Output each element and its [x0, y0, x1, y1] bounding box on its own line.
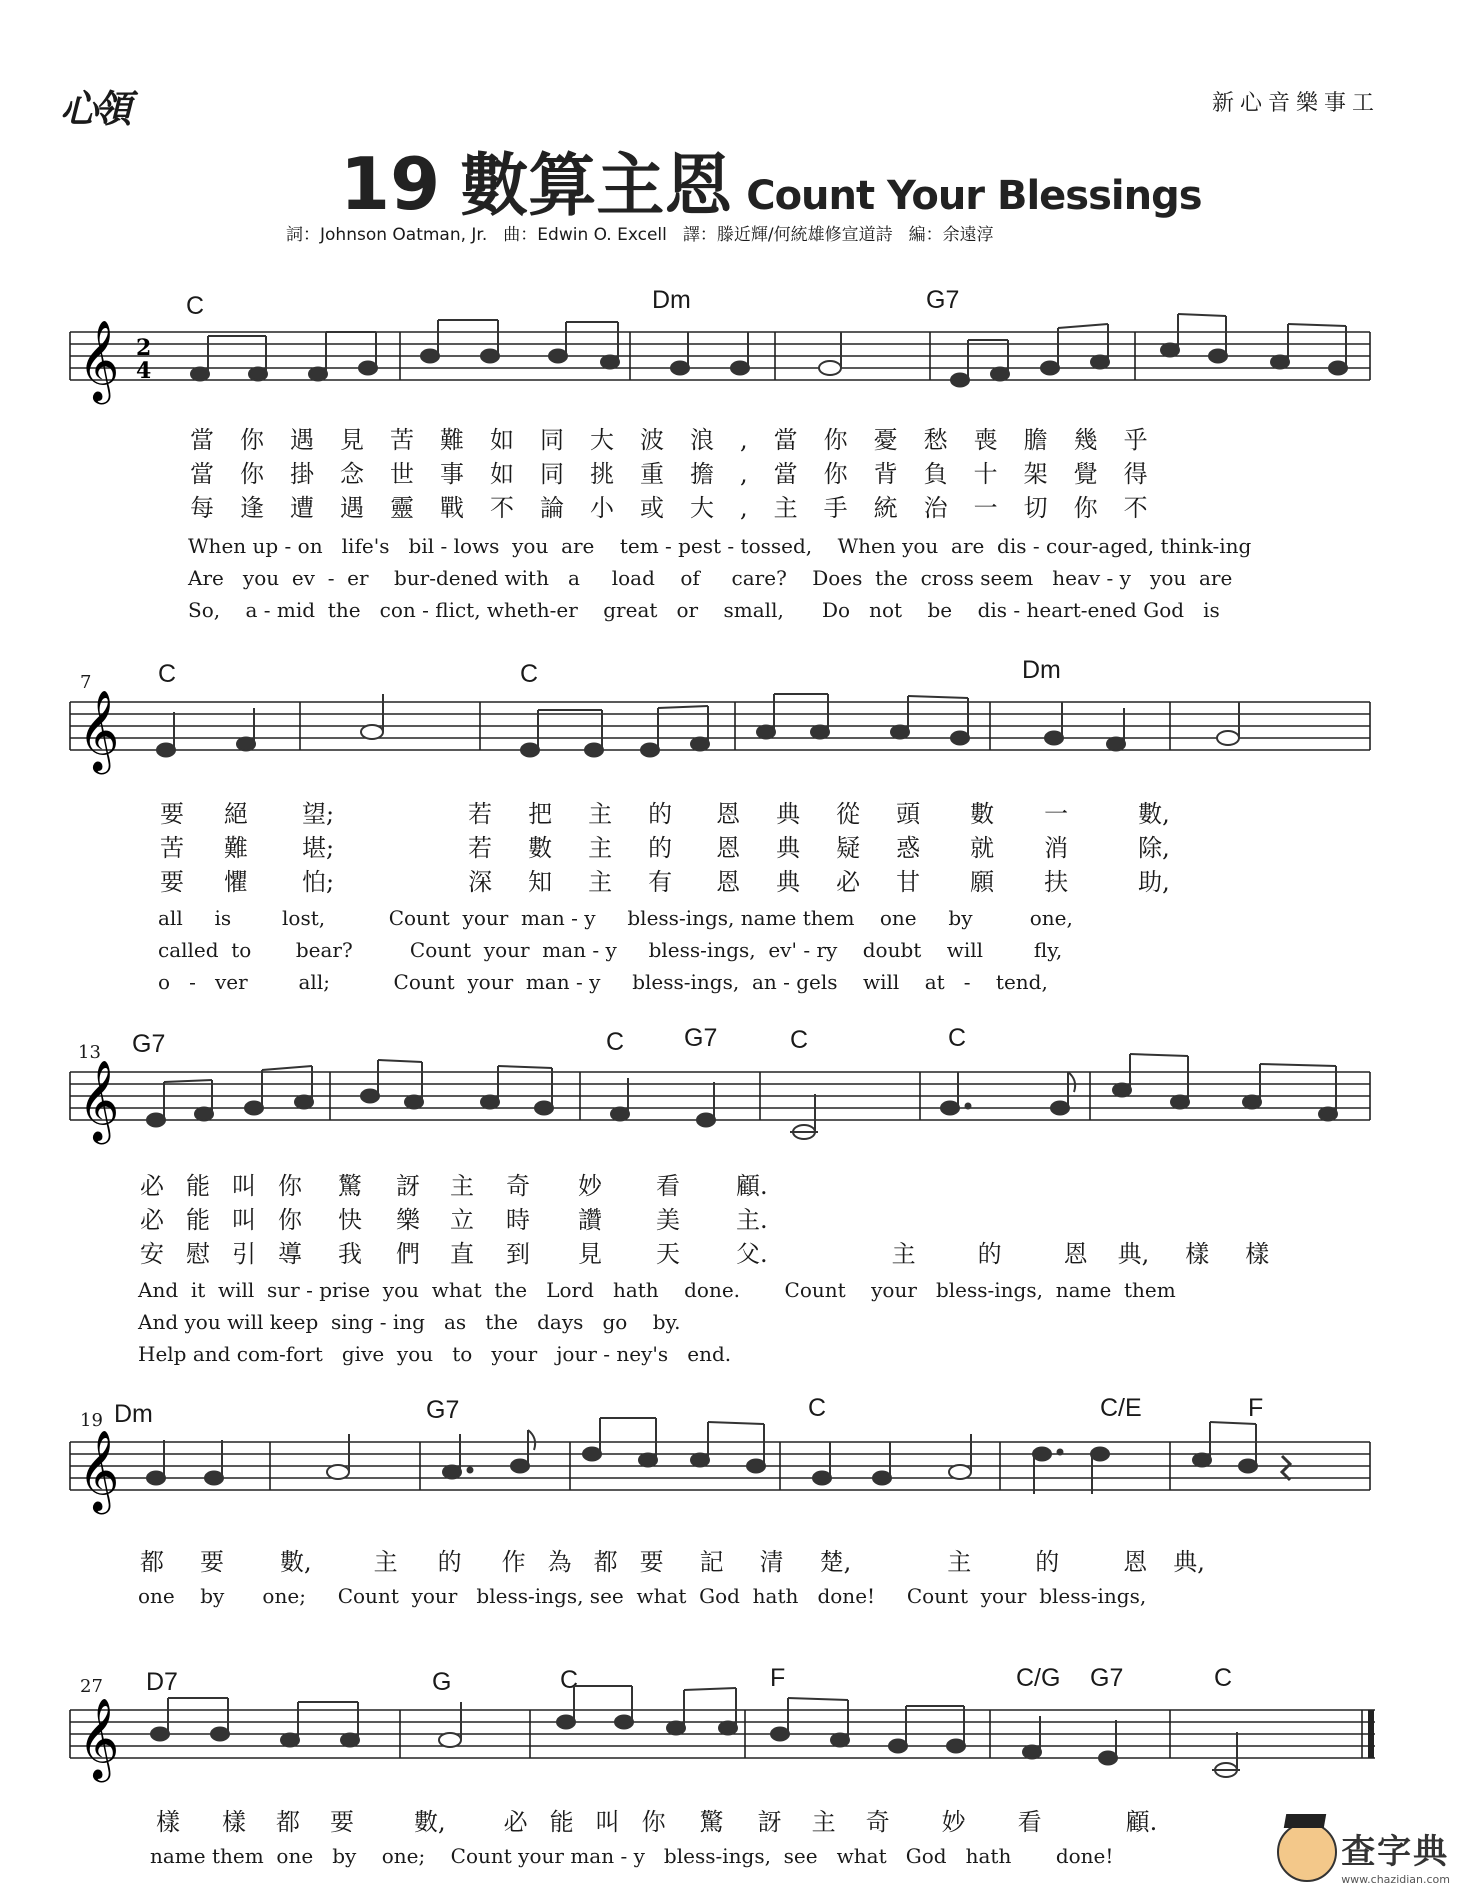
credit-music: 曲：Edwin O. Excell: [503, 225, 667, 245]
chord-symbol: G7: [926, 286, 960, 314]
time-signature-top: 2: [136, 335, 152, 361]
lyric-line-en: When up - on life's bil - lows you are tem - pest - tossed, When you are dis - cour-aged, think-ing: [188, 534, 1252, 558]
credit-words: 詞：Johnson Oatman, Jr.: [286, 225, 488, 245]
lyric-line-cn: 安 慰 引 導 我 們 直 到 見 天 父. 主 的 恩 典, 樣 樣: [140, 1240, 1270, 1268]
staff-system-4: [0, 1390, 1470, 1630]
site-watermark: [1341, 1824, 1450, 1886]
treble-clef-icon: 𝄞: [78, 1059, 120, 1141]
lyric-line-en: Are you ev - er bur-dened with a load of care? Does the cross seem heav - y you are: [188, 566, 1233, 590]
lyric-line-cn: 必 能 叫 你 快 樂 立 時 讚 美 主.: [140, 1206, 768, 1234]
chord-symbol: C: [808, 1394, 827, 1422]
lyric-line-cn: 苦 難 堪; 若 數 主 的 恩 典 疑 惑 就 消 除,: [160, 834, 1170, 862]
chord-symbol: C: [158, 660, 177, 688]
lyric-line-en: name them one by one; Count your man - y bless-ings, see what God hath done!: [150, 1844, 1114, 1868]
handwritten-logo: 心領: [60, 86, 129, 131]
measure-number: 7: [80, 672, 92, 693]
measure-number: 19: [80, 1410, 103, 1431]
music-staff: [0, 280, 1470, 430]
chord-symbol: C: [560, 1666, 579, 1694]
chord-symbol: D7: [146, 1668, 178, 1696]
lyric-line-cn: 要 懼 怕; 深 知 主 有 恩 典 必 甘 願 扶 助,: [160, 868, 1170, 896]
chord-symbol: G: [432, 1668, 452, 1696]
staff-system-5: [0, 1658, 1470, 1898]
chord-symbol: C: [1214, 1664, 1233, 1692]
chord-symbol: C: [520, 660, 539, 688]
measure-number: 27: [80, 1676, 103, 1697]
time-signature-bottom: 4: [136, 358, 152, 384]
lyric-line-en: And you will keep sing - ing as the days go by.: [138, 1310, 681, 1334]
chord-symbol: Dm: [652, 286, 691, 314]
chord-symbol: C: [186, 292, 205, 320]
chord-symbol: C: [948, 1024, 967, 1052]
lyric-line-en: So, a - mid the con - flict, wheth-er great or small, Do not be dis - heart-ened God is: [188, 598, 1220, 622]
chord-symbol: G7: [684, 1024, 718, 1052]
chord-symbol: G7: [1090, 1664, 1124, 1692]
music-staff: [0, 1390, 1470, 1540]
treble-clef-icon: 𝄞: [78, 689, 120, 771]
lyric-line-cn: 都 要 數, 主 的 作 為 都 要 記 清 楚, 主 的 恩 典,: [140, 1548, 1205, 1576]
chord-symbol: G7: [426, 1396, 460, 1424]
lyric-line-en: one by one; Count your bless-ings, see what God hath done! Count your bless-ings,: [138, 1584, 1147, 1608]
chord-symbol: G7: [132, 1030, 166, 1058]
chord-symbol: Dm: [114, 1400, 153, 1428]
mascot-icon: [1277, 1822, 1337, 1882]
chord-symbol: C/G: [1016, 1664, 1061, 1692]
song-title-chinese: 數算主恩: [460, 147, 733, 226]
music-staff: [0, 650, 1470, 800]
lyric-line-en: And it will sur - prise you what the Lord hath done. Count your bless-ings, name them: [138, 1278, 1176, 1302]
watermark-title: 查字典: [1341, 1832, 1450, 1872]
treble-clef-icon: 𝄞: [78, 319, 120, 401]
lyric-line-cn: 必 能 叫 你 驚 訝 主 奇 妙 看 顧.: [140, 1172, 768, 1200]
staff-system-1: [0, 280, 1470, 640]
treble-clef-icon: 𝄞: [78, 1429, 120, 1511]
chord-symbol: C: [606, 1028, 625, 1056]
lyric-line-cn: 當你掛念世事如同挑重擔,當你背負十架覺得: [190, 460, 1174, 488]
chord-symbol: Dm: [1022, 656, 1061, 684]
measure-number: 13: [78, 1042, 101, 1063]
chord-symbol: C: [790, 1026, 809, 1054]
lyric-line-cn: 樣 樣 都 要 數, 必 能 叫 你 驚 訝 主 奇 妙 看 顧.: [156, 1808, 1158, 1836]
staff-system-3: [0, 1020, 1470, 1380]
music-staff: [0, 1020, 1470, 1170]
treble-clef-icon: 𝄞: [78, 1697, 120, 1779]
lyric-line-cn: 當你遇見苦難如同大波浪,當你憂愁喪膽幾乎: [190, 426, 1174, 454]
lyric-line-cn: 每逢遭遇靈戰不論小或大,主手統治一切你不: [190, 494, 1174, 522]
staff-system-2: [0, 650, 1470, 1010]
chord-symbol: F: [1248, 1394, 1264, 1422]
credits-line: [286, 220, 1010, 245]
chord-symbol: F: [770, 1664, 786, 1692]
chord-symbol: C/E: [1100, 1394, 1142, 1422]
song-title: [340, 132, 1202, 229]
lyric-line-cn: 要 絕 望; 若 把 主 的 恩 典 從 頭 數 一 數,: [160, 800, 1170, 828]
lyric-line-en: o - ver all; Count your man - y bless-ings, an - gels will at - tend,: [158, 970, 1048, 994]
credit-arrangement: 編：余遠淳: [908, 225, 994, 245]
lyric-line-en: Help and com-fort give you to your jour - ney's end.: [138, 1342, 732, 1366]
song-number: 19: [340, 142, 441, 226]
credit-translation: 譯：滕近輝/何統雄修宣道詩: [682, 225, 893, 245]
song-title-english: Count Your Blessings: [746, 173, 1202, 219]
publisher-name: 新心音樂事工: [1211, 91, 1380, 116]
music-staff: [0, 1658, 1470, 1808]
final-barline: [1368, 1710, 1374, 1758]
lyric-line-en: called to bear? Count your man - y bless-ings, ev' - ry doubt will fly,: [158, 938, 1063, 962]
lyric-line-en: all is lost, Count your man - y bless-ings, name them one by one,: [158, 906, 1073, 930]
watermark-url: www.chazidian.com: [1341, 1873, 1450, 1886]
